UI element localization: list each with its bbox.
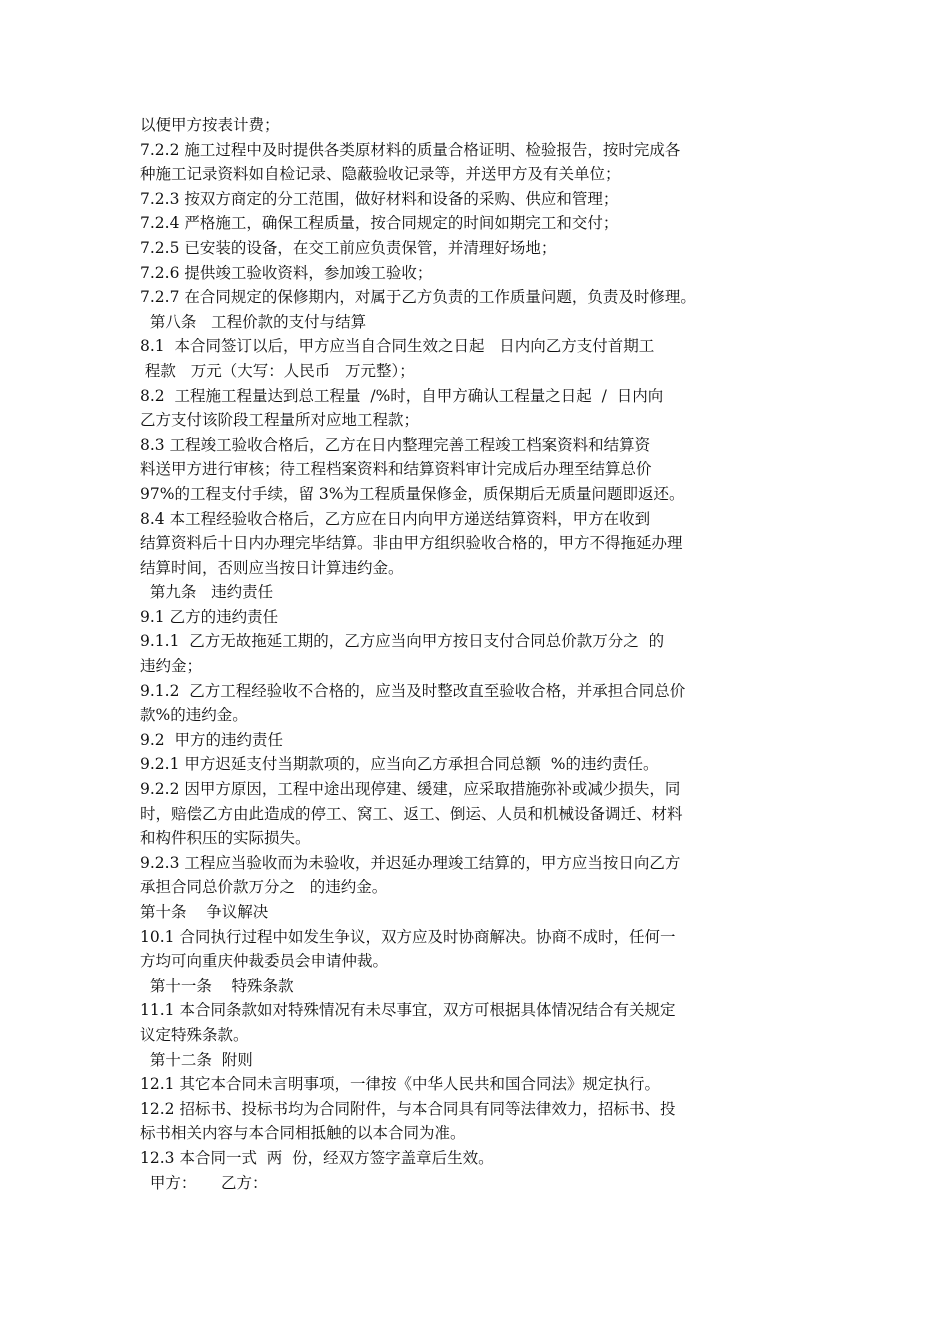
- document-line: 违约金；: [140, 657, 203, 676]
- document-line: 7.2.7 在合同规定的保修期内，对属于乙方负责的工作质量问题，负责及时修理。: [140, 288, 696, 307]
- document-line: 料送甲方进行审核；待工程档案资料和结算资料审计完成后办理至结算总价: [140, 460, 652, 479]
- document-line: 8.4 本工程经验收合格后，乙方应在日内向甲方递送结算资料，甲方在收到: [140, 509, 651, 528]
- document-line: 种施工记录资料如自检记录、隐蔽验收记录等，并送甲方及有关单位；: [140, 165, 621, 184]
- document-line: 12.2 招标书、投标书均为合同附件，与本合同具有同等法律效力，招标书、投: [140, 1099, 676, 1118]
- document-line: 9.2.2 因甲方原因，工程中途出现停建、缓建，应采取措施弥补或减少损失，同: [140, 780, 681, 799]
- document-line: 9.2.3 工程应当验收而为未验收，并迟延办理竣工结算的，甲方应当按日向乙方: [140, 853, 681, 872]
- document-line: 第九条 违约责任: [140, 583, 274, 602]
- document-line: 时，赔偿乙方由此造成的停工、窝工、返工、倒运、人员和机械设备调迁、材料: [140, 804, 683, 823]
- document-line: 7.2.4 严格施工，确保工程质量，按合同规定的时间如期完工和交付；: [140, 214, 619, 233]
- document-line: 8.3 工程竣工验收合格后，乙方在日内整理完善工程竣工档案资料和结算资: [140, 435, 651, 454]
- document-line: 结算资料后十日内办理完毕结算。非由甲方组织验收合格的，甲方不得拖延办理: [140, 534, 683, 553]
- document-line: 7.2.6 提供竣工验收资料，参加竣工验收；: [140, 263, 433, 282]
- document-line: 9.2.1 甲方迟延支付当期款项的，应当向乙方承担合同总额 %的违约责任。: [140, 755, 659, 774]
- document-line: 程款 万元（大写：人民币 万元整）；: [140, 361, 415, 380]
- document-line: 结算时间，否则应当按日计算违约金。: [140, 558, 404, 577]
- document-line: 9.1 乙方的违约责任: [140, 607, 279, 626]
- document-line: 第八条 工程价款的支付与结算: [140, 312, 367, 331]
- document-line: 标书相关内容与本合同相抵触的以本合同为准。: [140, 1124, 466, 1143]
- document-line: 乙方支付该阶段工程量所对应地工程款；: [140, 411, 420, 430]
- document-line: 12.1 其它本合同未言明事项，一律按《中华人民共和国合同法》规定执行。: [140, 1075, 660, 1094]
- document-line: 和构件积压的实际损失。: [140, 829, 311, 848]
- document-line: 7.2.5 已安装的设备，在交工前应负责保管，并清理好场地；: [140, 238, 557, 257]
- document-line: 12.3 本合同一式 两 份，经双方签字盖章后生效。: [140, 1148, 494, 1167]
- document-line: 第十条 争议解决: [140, 903, 269, 921]
- document-line: 甲方： 乙方：: [140, 1173, 268, 1192]
- document-line: 承担合同总价款万分之 的违约金。: [140, 878, 388, 897]
- document-line: 7.2.3 按双方商定的分工范围，做好材料和设备的采购、供应和管理；: [140, 189, 619, 208]
- document-line: 9.1.1 乙方无故拖延工期的，乙方应当向甲方按日支付合同总价款万分之 的: [140, 632, 665, 651]
- document-line: 10.1 合同执行过程中如发生争议，双方应及时协商解决。协商不成时，任何一: [140, 927, 676, 946]
- document-line: 议定特殊条款。: [140, 1025, 249, 1044]
- document-line: 97%的工程支付手续，留 3%为工程质量保修金，质保期后无质量问题即返还。: [140, 484, 685, 503]
- document-line: 方均可向重庆仲裁委员会申请仲裁。: [140, 952, 389, 971]
- contract-text-body: [140, 113, 800, 1195]
- document-line: 款%的违约金。: [140, 706, 248, 725]
- document-line: 7.2.2 施工过程中及时提供各类原材料的质量合格证明、检验报告，按时完成各: [140, 140, 681, 159]
- document-line: 8.1 本合同签订以后，甲方应当自合同生效之日起 日内向乙方支付首期工: [140, 337, 655, 356]
- document-line: 9.1.2 乙方工程经验收不合格的，应当及时整改直至验收合格，并承担合同总价: [140, 681, 686, 700]
- document-line: 第十二条 附则: [140, 1050, 253, 1069]
- document-line: 第十一条 特殊条款: [140, 976, 294, 995]
- document-line: 以便甲方按表计费；: [140, 116, 280, 134]
- document-line: 8.2 工程施工程量达到总工程量 /%时，自甲方确认工程量之日起 / 日内向: [140, 386, 664, 405]
- document-line: 11.1 本合同条款如对特殊情况有未尽事宜，双方可根据具体情况结合有关规定: [140, 1001, 676, 1020]
- document-line: 9.2 甲方的违约责任: [140, 730, 284, 749]
